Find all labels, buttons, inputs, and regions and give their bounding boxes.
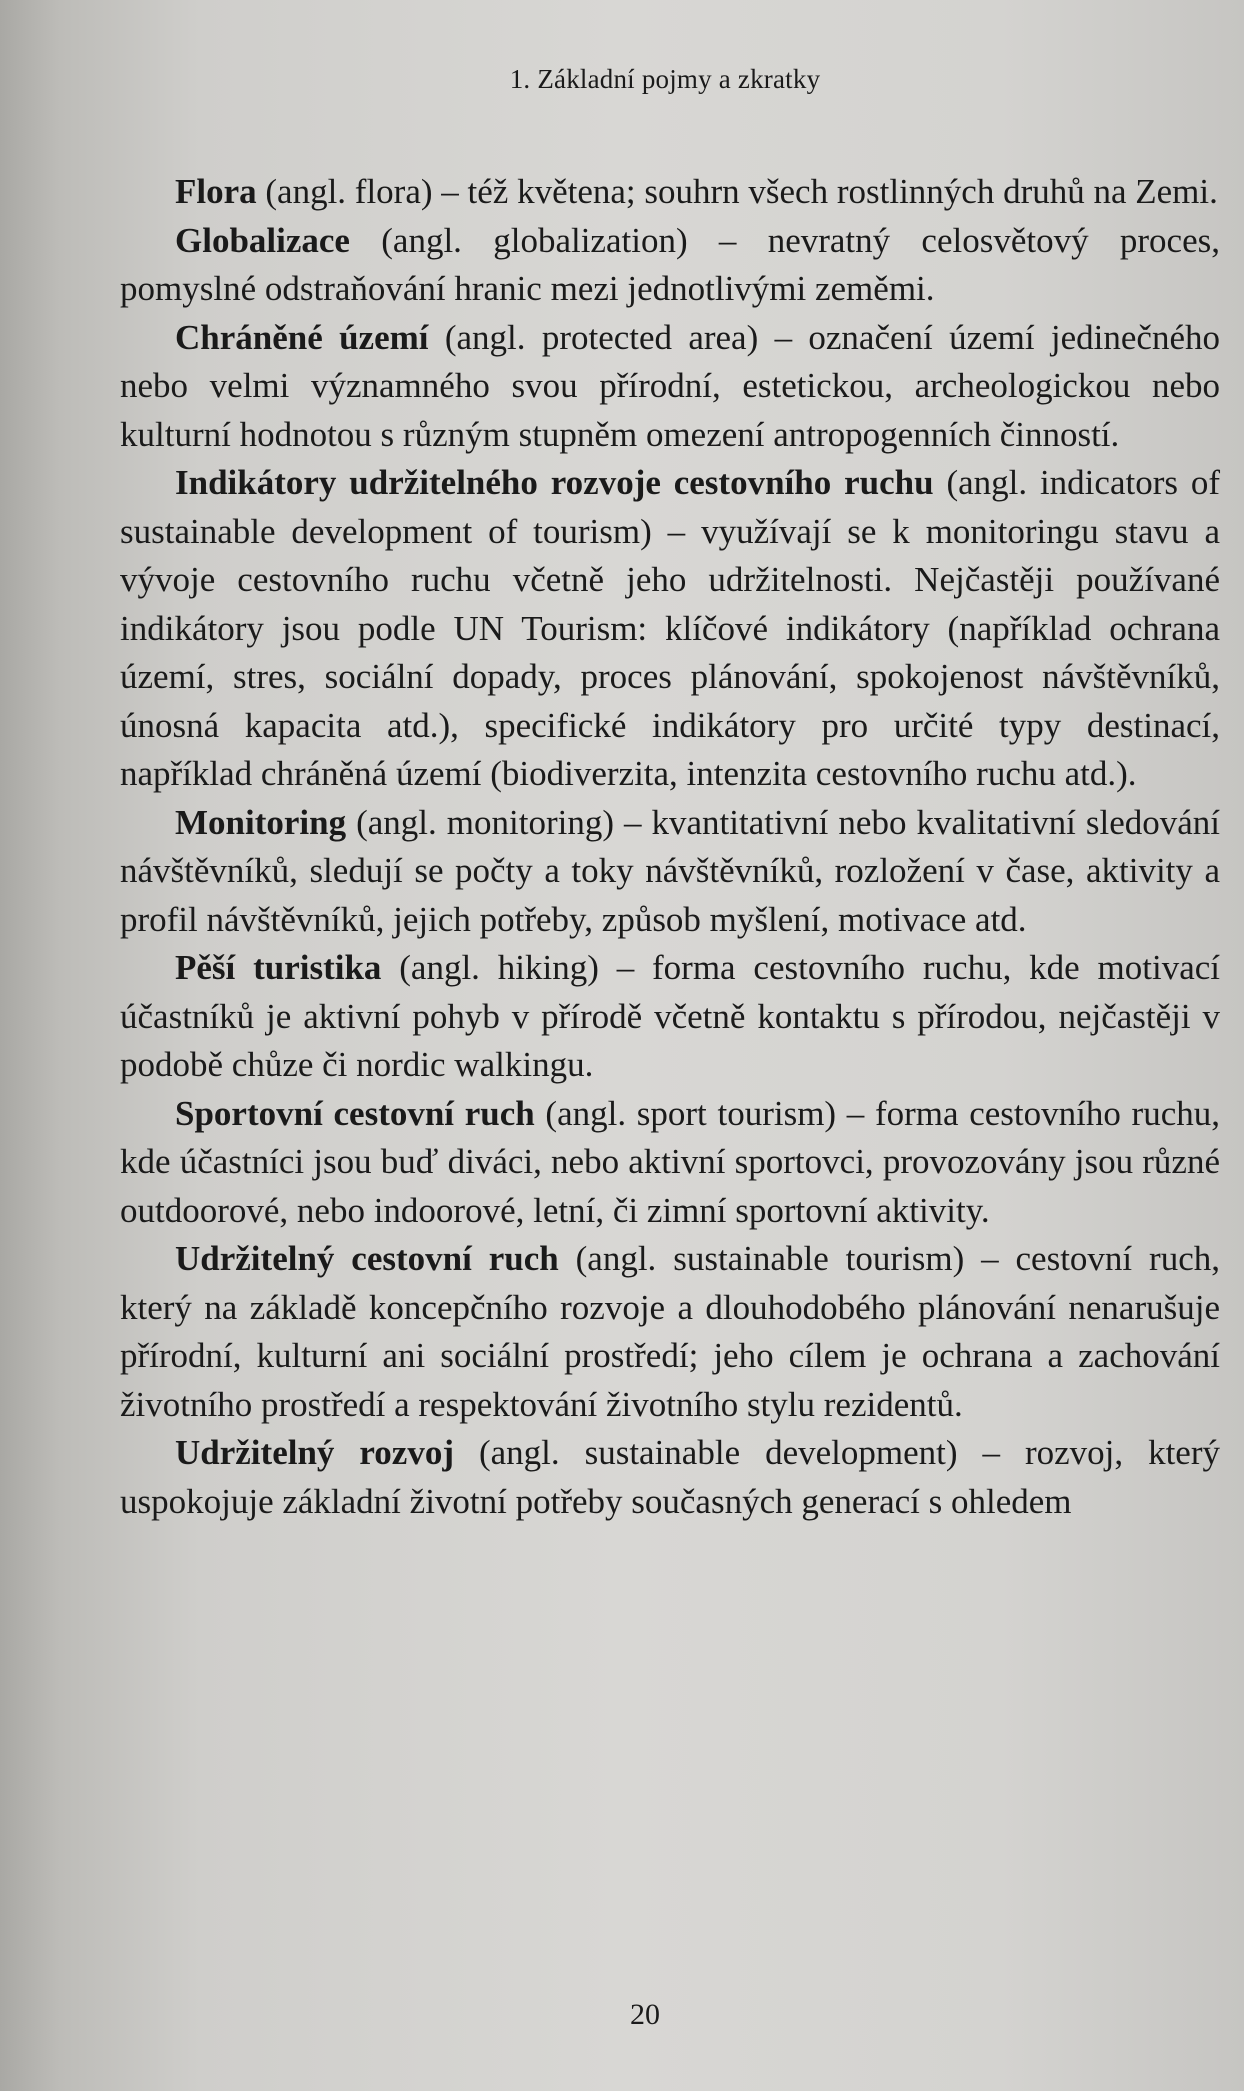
glossary-entry <box>120 459 1220 799</box>
glossary-body <box>120 168 1220 1526</box>
page-number: 20 <box>630 1998 660 2031</box>
entry-term: Monitoring <box>175 802 347 842</box>
glossary-entry <box>120 799 1220 945</box>
entry-term: Udržitelný cestovní ruch <box>175 1239 559 1278</box>
entry-term: Globalizace <box>175 220 350 260</box>
entry-definition: (angl. hiking) – forma cestovního ruchu, kde motivací účastníků je aktivní pohyb v přírodě včetně kontaktu s přírodou, nejčastěji v podobě chůze či nordic walkingu. <box>120 948 1220 1084</box>
entry-definition: (angl. sustainable development) – rozvoj, který uspokojuje základní životní potřeby současných generací s ohledem <box>120 1433 1220 1521</box>
entry-definition: (angl. sport tourism) – forma cestovního ruchu, kde účastníci jsou buď diváci, nebo aktivní sportovci, provozovány jsou různé outdoorové, nebo indoorové, letní, či zimní sportovní aktivity. <box>120 1093 1220 1230</box>
entry-definition: (angl. indicators of sustainable development of tourism) – využívají se k monitoringu stavu a vývoje cestovního ruchu včetně jeho udržitelnosti. Nejčastěji používané indikátory jsou podle UN Tourism: klíčové indikátory (například ochrana území, stres, sociální dopady, proces plánování, spokojenost návštěvníků, únosná kapacita atd.), specifické indikátory pro určité typy destinací, například chráněná území (biodiverzita, intenzita cestovního ruchu atd.). <box>120 463 1220 793</box>
entry-definition: (angl. globalization) – nevratný celosvětový proces, pomyslné odstraňování hranic mezi jednotlivými zeměmi. <box>120 220 1220 308</box>
glossary-entry <box>120 1090 1220 1236</box>
glossary-entry <box>120 314 1220 460</box>
glossary-entry <box>120 168 1220 217</box>
glossary-entry <box>120 1235 1220 1429</box>
entry-term: Indikátory udržitelného rozvoje cestovního ruchu <box>175 463 934 502</box>
running-header: 1. Základní pojmy a zkratky <box>509 64 821 94</box>
entry-term: Udržitelný rozvoj <box>175 1433 454 1472</box>
entry-definition: (angl. protected area) – označení území jedinečného nebo velmi významného svou přírodní, estetickou, archeologickou nebo kulturní hodnotou s různým stupněm omezení antropogenních činností. <box>120 317 1220 454</box>
glossary-entry <box>120 944 1220 1090</box>
entry-term: Pěší turistika <box>175 948 382 987</box>
entry-term: Chráněné území <box>175 317 429 357</box>
entry-term: Sportovní cestovní ruch <box>175 1093 535 1133</box>
entry-definition: (angl. monitoring) – kvantitativní nebo kvalitativní sledování návštěvníků, sledují se počty a toky návštěvníků, rozložení v čase, aktivity a profil návštěvníků, jejich potřeby, způsob myšlení, motivace atd. <box>120 802 1220 939</box>
glossary-entry <box>120 1429 1220 1526</box>
entry-term: Flora <box>175 172 257 211</box>
entry-definition: (angl. flora) – též květena; souhrn všech rostlinných druhů na Zemi. <box>256 172 1218 211</box>
entry-definition: (angl. sustainable tourism) – cestovní ruch, který na základě koncepčního rozvoje a dlouhodobého plánování nenarušuje přírodní, kulturní ani sociální prostředí; jeho cílem je ochrana a zachování životního prostředí a respektování životního stylu rezidentů. <box>120 1239 1220 1424</box>
glossary-entry <box>120 217 1220 314</box>
